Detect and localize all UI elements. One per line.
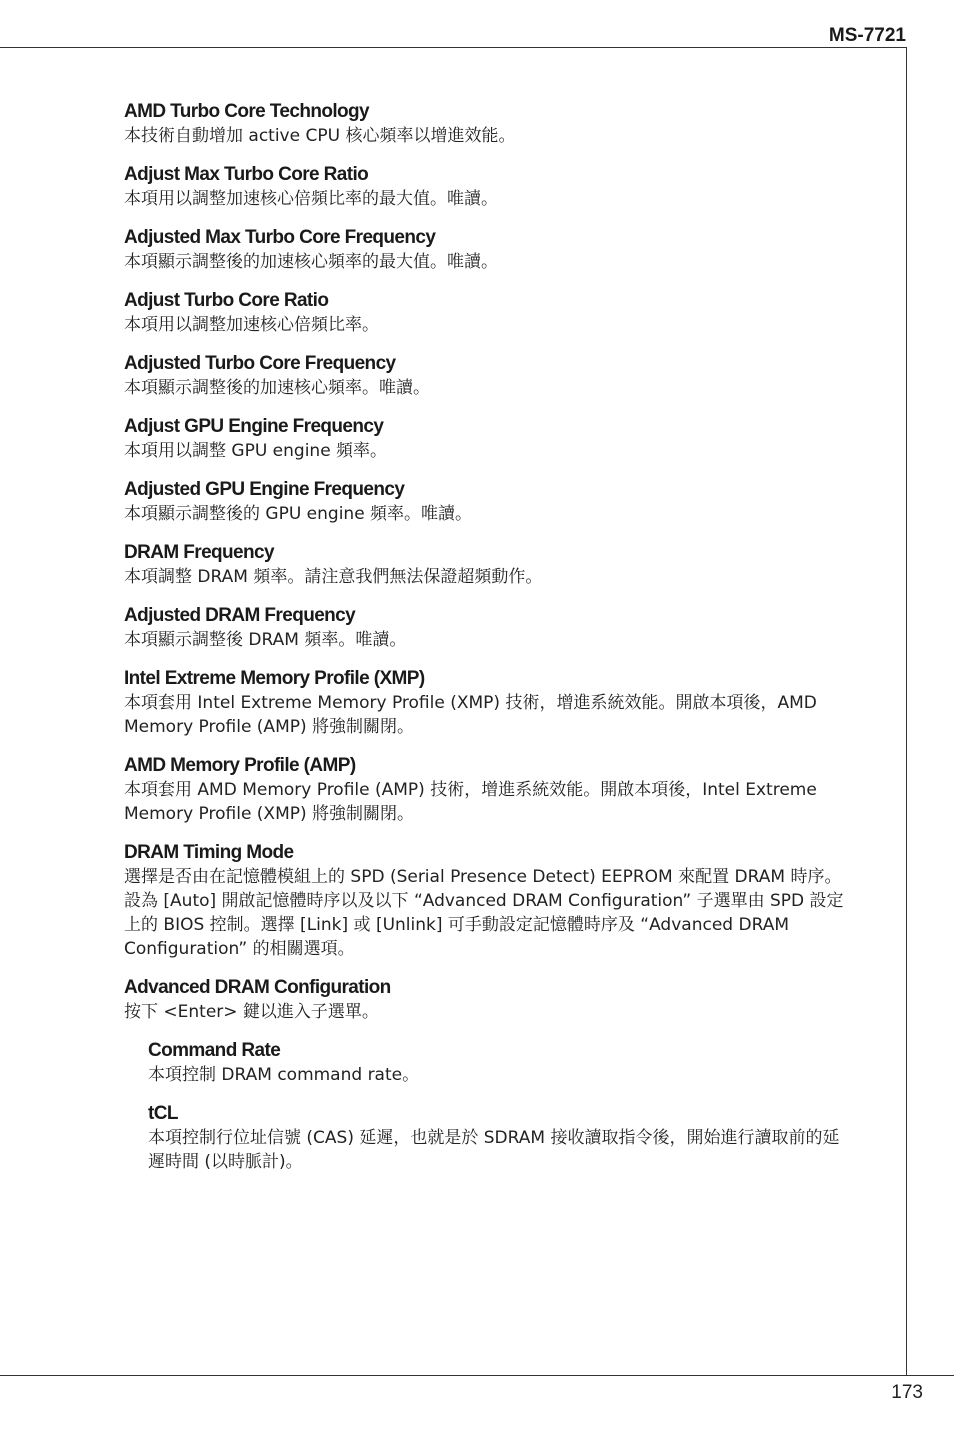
section-title: Advanced DRAM Configuration xyxy=(124,977,391,998)
model-number: MS-7721 xyxy=(828,25,906,46)
section-title: Intel Extreme Memory Profile (XMP) xyxy=(124,668,425,689)
section-amd-turbo-core-technology xyxy=(124,100,846,148)
page-number: 173 xyxy=(891,1382,923,1403)
section-description: 本項套用 AMD Memory Profile (AMP) 技術，增進系統效能。開啟本項後，Intel Extreme Memory Profile (XMP) 將強制關閉。 xyxy=(124,780,817,824)
section-title: Adjust Turbo Core Ratio xyxy=(124,290,329,311)
section-adjust-turbo-core-ratio xyxy=(124,289,846,337)
section-dram-timing-mode xyxy=(124,841,846,961)
section-title: Adjusted Turbo Core Frequency xyxy=(124,353,396,374)
section-title: Adjusted DRAM Frequency xyxy=(124,605,356,626)
section-intel-xmp xyxy=(124,667,846,739)
section-title: DRAM Timing Mode xyxy=(124,842,294,863)
section-title: DRAM Frequency xyxy=(124,542,274,563)
section-description: 按下 <Enter> 鍵以進入子選單。 xyxy=(124,1002,379,1022)
subsection-tcl xyxy=(124,1102,846,1174)
right-rule xyxy=(906,47,907,1375)
section-adjusted-gpu-engine-frequency xyxy=(124,478,846,526)
section-description: 本項套用 Intel Extreme Memory Profile (XMP) 技術，增進系統效能。開啟本項後，AMD Memory Profile (AMP) 將強制關閉。 xyxy=(124,693,817,737)
subsection-title: tCL xyxy=(148,1103,178,1124)
section-description: 本項顯示調整後的加速核心頻率的最大值。唯讀。 xyxy=(124,252,498,272)
section-adjust-gpu-engine-frequency xyxy=(124,415,846,463)
section-description: 本項顯示調整後的 GPU engine 頻率。唯讀。 xyxy=(124,504,473,524)
section-description: 選擇是否由在記憶體模組上的 SPD (Serial Presence Detect) EEPROM 來配置 DRAM 時序。設為 [Auto] 開啟記憶體時序以及以下 “Advanced DRAM Configuration” 子選單由 SPD 設定上的 BIOS 控制。選擇 [Link] 或 [Unlink] 可手動設定記憶體時序及 “Advanced DRAM Configuration” 的相關選項。 xyxy=(124,867,844,959)
section-description: 本項用以調整加速核心倍頻比率。 xyxy=(124,315,379,335)
section-description: 本項用以調整加速核心倍頻比率的最大值。唯讀。 xyxy=(124,189,498,209)
section-description: 本技術自動增加 active CPU 核心頻率以增進效能。 xyxy=(124,126,516,146)
section-amd-amp xyxy=(124,754,846,826)
section-title: Adjust GPU Engine Frequency xyxy=(124,416,384,437)
section-advanced-dram-configuration xyxy=(124,976,846,1024)
section-title: Adjust Max Turbo Core Ratio xyxy=(124,164,369,185)
subsection-description: 本項控制行位址信號 (CAS) 延遲，也就是於 SDRAM 接收讀取指令後，開始進行讀取前的延遲時間 (以時脈計)。 xyxy=(148,1128,840,1172)
bottom-rule xyxy=(0,1375,954,1376)
section-title: AMD Turbo Core Technology xyxy=(124,101,370,122)
section-description: 本項用以調整 GPU engine 頻率。 xyxy=(124,441,388,461)
section-adjusted-max-turbo-core-frequency xyxy=(124,226,846,274)
section-adjusted-dram-frequency xyxy=(124,604,846,652)
section-title: Adjusted GPU Engine Frequency xyxy=(124,479,405,500)
section-title: Adjusted Max Turbo Core Frequency xyxy=(124,227,436,248)
section-description: 本項顯示調整後的加速核心頻率。唯讀。 xyxy=(124,378,430,398)
page-content xyxy=(124,100,846,1189)
section-description: 本項顯示調整後 DRAM 頻率。唯讀。 xyxy=(124,630,407,650)
section-title: AMD Memory Profile (AMP) xyxy=(124,755,356,776)
section-adjusted-turbo-core-frequency xyxy=(124,352,846,400)
section-description: 本項調整 DRAM 頻率。請注意我們無法保證超頻動作。 xyxy=(124,567,543,587)
section-adjust-max-turbo-core-ratio xyxy=(124,163,846,211)
top-rule xyxy=(0,47,907,48)
section-dram-frequency xyxy=(124,541,846,589)
subsection-command-rate xyxy=(124,1039,846,1087)
subsection-description: 本項控制 DRAM command rate。 xyxy=(148,1065,420,1085)
subsection-title: Command Rate xyxy=(148,1040,281,1061)
